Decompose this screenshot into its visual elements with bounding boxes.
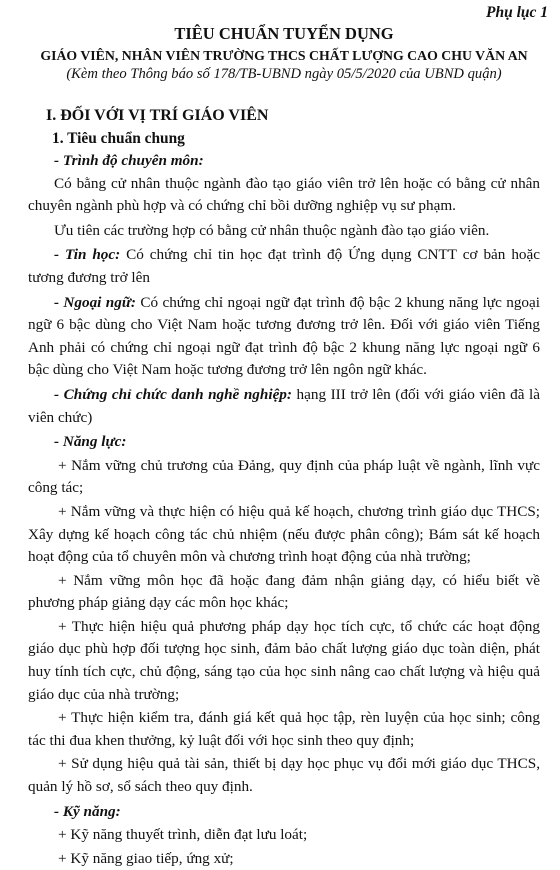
chung-chi-paragraph bbox=[28, 384, 540, 429]
nang-luc-label-line bbox=[28, 431, 540, 454]
subsection-heading: 1. Tiêu chuẩn chung bbox=[52, 130, 185, 147]
nang-luc-item: + Thực hiện kiểm tra, đánh giá kết quả học tập, rèn luyện của học sinh; công tác thi đua khen thưởng, kỷ luật đối với học sinh theo quy định; bbox=[28, 709, 540, 749]
section-heading: I. ĐỐI VỚI VỊ TRÍ GIÁO VIÊN bbox=[46, 107, 269, 124]
ngoai-ngu-paragraph bbox=[28, 292, 540, 382]
ky-nang-item: + Kỹ năng thuyết trình, diễn đạt lưu loát; bbox=[58, 826, 308, 844]
trinh-do-label-line bbox=[28, 150, 540, 173]
nang-luc-label: - Năng lực: bbox=[54, 433, 127, 451]
trinh-do-paragraph-1: Có bằng cử nhân thuộc ngành đào tạo giáo viên trở lên hoặc có bằng cử nhân chuyên ngành phù hợp và có chứng chỉ bồi dưỡng nghiệp vụ sư phạm. bbox=[28, 174, 540, 215]
tin-hoc-text: Có chứng chỉ tin học đạt trình độ Ứng dụng CNTT cơ bản hoặc tương đương trở lên bbox=[28, 246, 541, 286]
ngoai-ngu-text: Có chứng chỉ ngoại ngữ đạt trình độ bậc 2 khung năng lực ngoại ngữ 6 bậc dùng cho Việt Nam hoặc tương đương trở lên. Đối với giáo viên Tiếng Anh phải có chứng chỉ ngoại ngữ đạt trình độ bậc 2 khung năng lực ngoại ngữ 6 bậc dùng cho Việt Nam hoặc tương đương trở lên ngôn ngữ khác. bbox=[28, 293, 540, 379]
chung-chi-label: - Chứng chỉ chức danh nghề nghiệp: bbox=[54, 385, 292, 403]
tin-hoc-label: - Tin học: bbox=[54, 246, 121, 264]
appendix-label: Phụ lục 1 bbox=[485, 4, 548, 21]
nang-luc-item: + Nắm vững môn học đã hoặc đang đảm nhận giảng dạy, có hiểu biết về phương pháp giảng dạy các môn học khác; bbox=[28, 571, 540, 612]
ky-nang-item: + Kỹ năng giao tiếp, ứng xử; bbox=[58, 849, 234, 867]
ky-nang-label-line bbox=[28, 801, 540, 824]
tin-hoc-paragraph bbox=[28, 244, 540, 289]
trinh-do-paragraph-2: Ưu tiên các trường hợp có bằng cử nhân thuộc ngành đào tạo giáo viên. bbox=[54, 221, 490, 239]
document-subtitle: GIÁO VIÊN, NHÂN VIÊN TRƯỜNG THCS CHẤT LƯỢNG CAO CHU VĂN AN bbox=[40, 48, 528, 63]
nang-luc-item: + Nắm vững chủ trương của Đảng, quy định của pháp luật về ngành, lĩnh vực công tác; bbox=[28, 456, 540, 497]
nang-luc-item: + Nắm vững và thực hiện có hiệu quả kế hoạch, chương trình giáo dục THCS; Xây dựng kế hoạch công tác chủ nhiệm (nếu được phân công); Bám sát kế hoạch hoạt động của tổ chuyên môn và chương trình hoạt động của nhà trường; bbox=[28, 502, 540, 566]
nang-luc-item: + Sử dụng hiệu quả tài sản, thiết bị dạy học phục vụ đổi mới giáo dục THCS, quản lý hồ sơ, sổ sách theo quy định. bbox=[28, 755, 540, 796]
chung-chi-text: hạng III trở lên (đối với giáo viên đã là viên chức) bbox=[28, 385, 540, 426]
nang-luc-item: + Thực hiện hiệu quả phương pháp dạy học tích cực, tổ chức các hoạt động giáo dục phù hợp đối tượng học sinh, đảm bảo chất lượng giáo dục toàn diện, phát huy tính tích cực, chủ động, sáng tạo của học sinh nâng cao chất lượng và hiệu quả giáo dục của nhà trường; bbox=[28, 617, 540, 703]
trinh-do-label: - Trình độ chuyên môn: bbox=[54, 152, 204, 169]
ngoai-ngu-label: - Ngoại ngữ: bbox=[54, 293, 136, 311]
ky-nang-label: - Kỹ năng: bbox=[54, 802, 121, 820]
document-title: TIÊU CHUẨN TUYỂN DỤNG bbox=[174, 24, 394, 43]
document-note: (Kèm theo Thông báo số 178/TB-UBND ngày 05/5/2020 của UBND quận) bbox=[66, 66, 502, 82]
